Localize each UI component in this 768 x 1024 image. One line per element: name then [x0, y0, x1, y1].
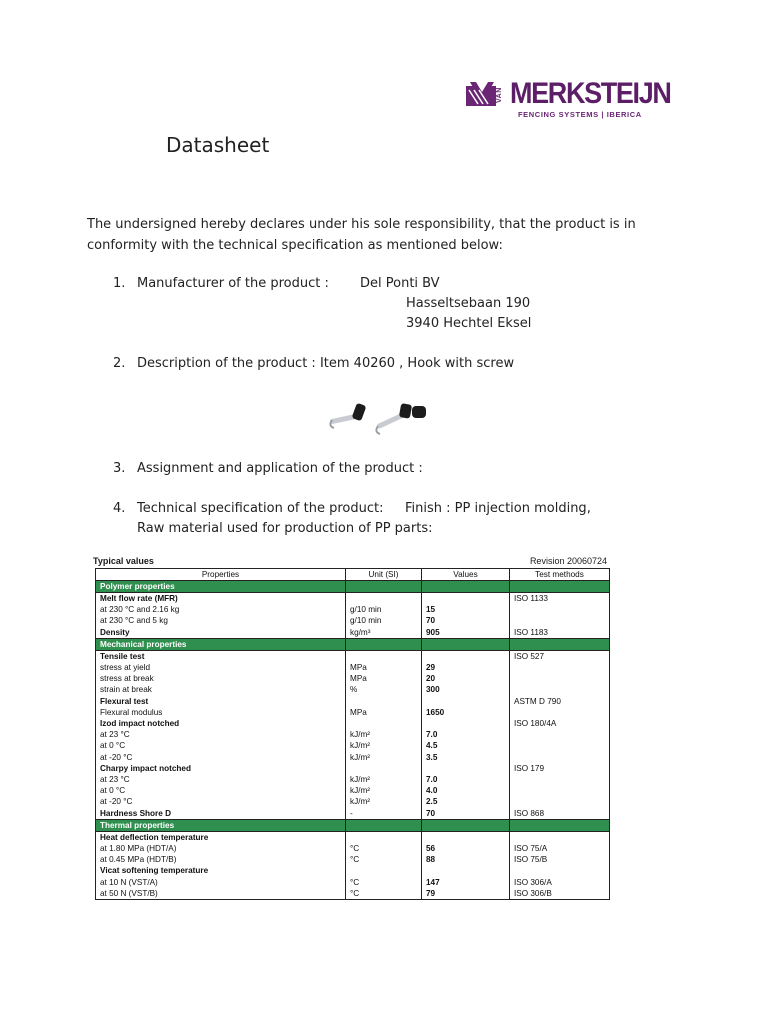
section-blank-cell — [510, 638, 610, 650]
test-method-cell: ISO 527 — [510, 650, 610, 662]
value-cell: 2.5 — [422, 796, 510, 807]
property-cell: Tensile test — [96, 650, 346, 662]
test-method-cell: ISO 179 — [510, 763, 610, 774]
list-label: Assignment and application of the product : — [137, 461, 423, 476]
value-cell: 56 — [422, 843, 510, 854]
unit-cell: kJ/m² — [346, 796, 422, 807]
property-cell: at 0 °C — [96, 740, 346, 751]
value-cell: 147 — [422, 877, 510, 888]
test-method-cell — [510, 774, 610, 785]
property-cell: at -20 °C — [96, 752, 346, 763]
section-title: Polymer properties — [96, 581, 346, 593]
value-cell: 1650 — [422, 707, 510, 718]
table-row — [96, 854, 610, 865]
test-method-cell — [510, 707, 610, 718]
test-method-cell — [510, 604, 610, 615]
table-row — [96, 729, 610, 740]
value-cell — [422, 696, 510, 707]
table-row — [96, 877, 610, 888]
test-method-cell — [510, 729, 610, 740]
table-row — [96, 707, 610, 718]
property-cell: at 1.80 MPa (HDT/A) — [96, 843, 346, 854]
property-cell: stress at break — [96, 673, 346, 684]
value-cell: 79 — [422, 888, 510, 900]
value-cell: 70 — [422, 808, 510, 820]
table-row — [96, 662, 610, 673]
column-header-test-methods: Test methods — [510, 569, 610, 581]
unit-cell: kJ/m² — [346, 752, 422, 763]
table-row — [96, 684, 610, 695]
table-row — [96, 615, 610, 626]
table-caption: Typical values — [93, 556, 154, 566]
list-number: 3. — [113, 461, 126, 476]
section-header-row — [96, 819, 610, 831]
table-row — [96, 696, 610, 707]
value-cell — [422, 718, 510, 729]
test-method-cell: ISO 75/A — [510, 843, 610, 854]
test-method-cell: ISO 1183 — [510, 627, 610, 639]
unit-cell: MPa — [346, 707, 422, 718]
list-number: 2. — [113, 356, 126, 371]
property-cell: at 0.45 MPa (HDT/B) — [96, 854, 346, 865]
value-cell: 4.0 — [422, 785, 510, 796]
table-row — [96, 740, 610, 751]
unit-cell: kg/m³ — [346, 627, 422, 639]
logo-brand-text: MERKSTEIJN — [510, 77, 671, 110]
property-cell: at 50 N (VST/B) — [96, 888, 346, 900]
property-cell: at 23 °C — [96, 774, 346, 785]
page-title: Datasheet — [166, 133, 270, 157]
unit-cell — [346, 593, 422, 605]
unit-cell: °C — [346, 854, 422, 865]
unit-cell: kJ/m² — [346, 740, 422, 751]
section-blank-cell — [422, 819, 510, 831]
unit-cell: - — [346, 808, 422, 820]
table-revision: Revision 20060724 — [529, 556, 607, 566]
value-cell: 15 — [422, 604, 510, 615]
test-method-cell — [510, 740, 610, 751]
property-cell: at 230 °C and 2.16 kg — [96, 604, 346, 615]
property-cell: Density — [96, 627, 346, 639]
property-cell: stress at yield — [96, 662, 346, 673]
section-blank-cell — [422, 581, 510, 593]
property-cell: at 230 °C and 5 kg — [96, 615, 346, 626]
unit-cell: g/10 min — [346, 604, 422, 615]
property-cell: Charpy impact notched — [96, 763, 346, 774]
table-row — [96, 604, 610, 615]
test-method-cell — [510, 865, 610, 876]
section-blank-cell — [510, 581, 610, 593]
unit-cell: °C — [346, 877, 422, 888]
list-label: Technical specification of the product: — [137, 501, 384, 516]
column-header-values: Values — [422, 569, 510, 581]
test-method-cell: ISO 1133 — [510, 593, 610, 605]
unit-cell: kJ/m² — [346, 729, 422, 740]
list-number: 4. — [113, 501, 126, 516]
value-cell: 4.5 — [422, 740, 510, 751]
product-photo — [326, 400, 436, 440]
table-row — [96, 888, 610, 900]
value-cell: 7.0 — [422, 729, 510, 740]
test-method-cell — [510, 673, 610, 684]
value-cell — [422, 593, 510, 605]
logo-van-text: VAN — [496, 87, 503, 103]
property-cell: Izod impact notched — [96, 718, 346, 729]
typical-values-table — [95, 568, 610, 900]
table-row — [96, 808, 610, 820]
property-cell: at -20 °C — [96, 796, 346, 807]
test-method-cell — [510, 752, 610, 763]
table-row — [96, 785, 610, 796]
section-header-row — [96, 638, 610, 650]
value-cell: 20 — [422, 673, 510, 684]
unit-cell — [346, 718, 422, 729]
property-cell: strain at break — [96, 684, 346, 695]
declaration-text: The undersigned hereby declares under his sole responsibility, that the product is in conformity with the technical specification as mentioned below: — [87, 217, 636, 253]
section-blank-cell — [346, 638, 422, 650]
value-cell: 7.0 — [422, 774, 510, 785]
value-cell — [422, 650, 510, 662]
table-row — [96, 752, 610, 763]
typical-values-table-block — [93, 556, 609, 900]
finish-value: Finish : PP injection molding, — [405, 501, 591, 516]
unit-cell: MPa — [346, 673, 422, 684]
value-cell: 905 — [422, 627, 510, 639]
unit-cell — [346, 696, 422, 707]
manufacturer-street: Hasseltsebaan 190 — [406, 296, 531, 311]
logo-mark-icon — [466, 82, 496, 106]
table-row — [96, 627, 610, 639]
value-cell — [422, 865, 510, 876]
company-logo — [466, 76, 706, 122]
table-row — [96, 763, 610, 774]
manufacturer-name: Del Ponti BV — [360, 276, 440, 291]
manufacturer-city: 3940 Hechtel Eksel — [406, 316, 532, 331]
unit-cell: °C — [346, 843, 422, 854]
list-label: Description of the product : Item 40260 , Hook with screw — [137, 356, 515, 371]
test-method-cell: ISO 75/B — [510, 854, 610, 865]
column-header-properties: Properties — [96, 569, 346, 581]
property-cell: Melt flow rate (MFR) — [96, 593, 346, 605]
property-cell: Heat deflection temperature — [96, 831, 346, 843]
section-title: Mechanical properties — [96, 638, 346, 650]
raw-material-label: Raw material used for production of PP parts: — [137, 521, 433, 536]
property-cell: Hardness Shore D — [96, 808, 346, 820]
value-cell: 29 — [422, 662, 510, 673]
section-blank-cell — [346, 581, 422, 593]
unit-cell: kJ/m² — [346, 774, 422, 785]
property-cell: at 23 °C — [96, 729, 346, 740]
value-cell — [422, 763, 510, 774]
test-method-cell — [510, 831, 610, 843]
section-blank-cell — [510, 819, 610, 831]
test-method-cell — [510, 796, 610, 807]
unit-cell — [346, 650, 422, 662]
section-title: Thermal properties — [96, 819, 346, 831]
table-row — [96, 593, 610, 605]
table-row — [96, 673, 610, 684]
table-row — [96, 774, 610, 785]
property-cell: Flexural modulus — [96, 707, 346, 718]
section-blank-cell — [346, 819, 422, 831]
table-row — [96, 650, 610, 662]
list-number: 1. — [113, 276, 126, 291]
table-body — [96, 581, 610, 900]
test-method-cell: ISO 868 — [510, 808, 610, 820]
table-row — [96, 831, 610, 843]
table-row — [96, 718, 610, 729]
unit-cell — [346, 865, 422, 876]
test-method-cell — [510, 684, 610, 695]
test-method-cell: ISO 180/4A — [510, 718, 610, 729]
test-method-cell: ISO 306/B — [510, 888, 610, 900]
unit-cell: g/10 min — [346, 615, 422, 626]
test-method-cell — [510, 662, 610, 673]
property-cell: at 0 °C — [96, 785, 346, 796]
property-cell: Vicat softening temperature — [96, 865, 346, 876]
section-blank-cell — [422, 638, 510, 650]
property-cell: at 10 N (VST/A) — [96, 877, 346, 888]
unit-cell: °C — [346, 888, 422, 900]
table-row — [96, 843, 610, 854]
test-method-cell: ISO 306/A — [510, 877, 610, 888]
test-method-cell: ASTM D 790 — [510, 696, 610, 707]
value-cell — [422, 831, 510, 843]
unit-cell: % — [346, 684, 422, 695]
test-method-cell — [510, 615, 610, 626]
column-header-unit: Unit (SI) — [346, 569, 422, 581]
table-row — [96, 865, 610, 876]
value-cell: 88 — [422, 854, 510, 865]
table-row — [96, 796, 610, 807]
unit-cell: MPa — [346, 662, 422, 673]
test-method-cell — [510, 785, 610, 796]
value-cell: 3.5 — [422, 752, 510, 763]
unit-cell — [346, 831, 422, 843]
unit-cell — [346, 763, 422, 774]
logo-tagline: FENCING SYSTEMS | IBERICA — [518, 110, 642, 119]
value-cell: 300 — [422, 684, 510, 695]
table-header-row — [96, 569, 610, 581]
section-header-row — [96, 581, 610, 593]
list-label: Manufacturer of the product : — [137, 276, 329, 291]
value-cell: 70 — [422, 615, 510, 626]
property-cell: Flexural test — [96, 696, 346, 707]
unit-cell: kJ/m² — [346, 785, 422, 796]
